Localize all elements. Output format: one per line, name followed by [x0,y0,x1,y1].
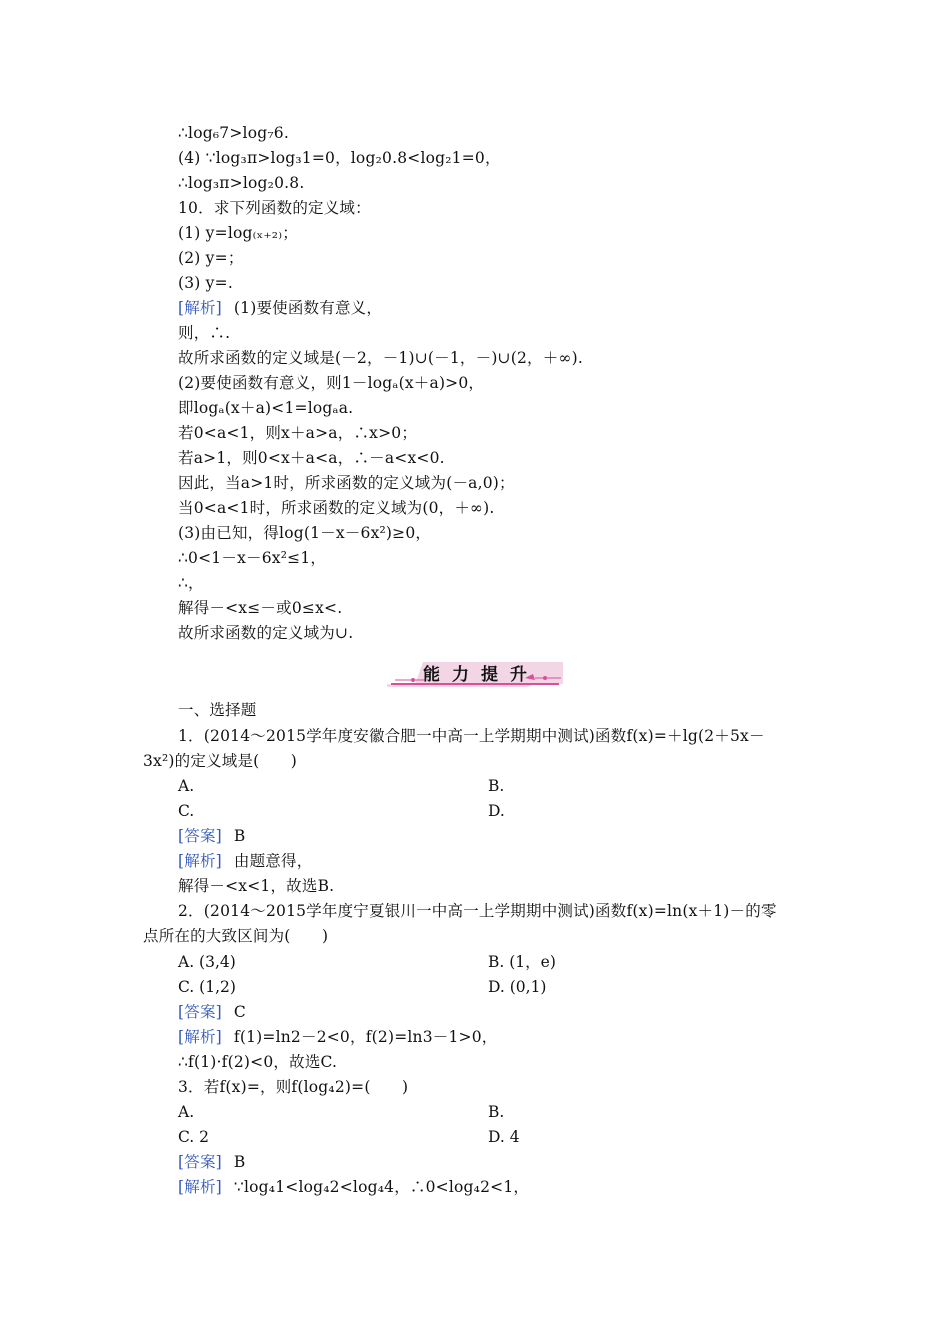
text-line: 因此，当a>1时，所求函数的定义域为(－a,0)； [178,474,515,492]
answer-tag: [答案] [178,827,222,845]
analysis-tag: [解析] [178,1028,222,1046]
q3-option-b: B. [488,1103,505,1121]
q2-stem-line2: 点所在的大致区间为( ) [143,927,329,945]
q2-result: ∴f(1)·f(2)<0，故选C. [178,1053,338,1071]
analysis-line: [解析] (1)要使函数有意义， [178,299,383,317]
text-line: 即logₐ(x＋a)<1=logₐa. [178,399,354,417]
answer-tag: [答案] [178,1153,222,1171]
text-line: (2)要使函数有意义，则1－logₐ(x＋a)>0， [178,374,485,392]
q3-option-a: A. [178,1103,195,1121]
q2-stem-line1: 2．(2014～2015学年度宁夏银川一中高一上学期期中测试)函数f(x)=ln(x＋1)－的零 [178,902,777,920]
q2-analysis: [解析] f(1)=ln2－2<0，f(2)=ln3－1>0， [178,1028,498,1046]
q2-option-a: A. (3,4) [178,953,236,971]
text-line: 解得－<x≤－或0≤x<. [178,599,343,617]
text-line: 故所求函数的定义域是(－2，－1)∪(－1，－)∪(2，＋∞). [178,349,583,367]
text-line: 若0<a<1，则x＋a>a，∴x>0； [178,424,418,442]
q1-answer: [答案] B [178,827,246,845]
question-10-title: 10．求下列函数的定义域： [178,199,371,217]
text-line: ∴log₆7>log₇6. [178,124,289,142]
analysis-tag: [解析] [178,852,222,870]
q1-option-a: A. [178,777,195,795]
q2-option-b: B. (1，e) [488,953,556,971]
q1-option-b: B. [488,777,505,795]
text-line: (2) y=； [178,249,244,267]
text-line: (3)由已知，得log(1－x－6x²)≥0， [178,524,432,542]
q3-answer: [答案] B [178,1153,246,1171]
q1-stem-line2: 3x²)的定义域是( ) [143,752,298,770]
banner-title: 能力提升 [423,665,539,685]
q3-option-d: D. 4 [488,1128,520,1146]
text-line: (1) y=log₍ₓ₊₂₎； [178,224,298,242]
section-title: 一、选择题 [178,701,257,719]
q1-stem-line1: 1．(2014～2015学年度安徽合肥一中高一上学期期中测试)函数f(x)=＋lg(2＋5x－ [178,727,765,745]
analysis-tag: [解析] [178,299,222,317]
section-banner [385,658,565,688]
text-line: (4) ∵log₃π>log₃1=0，log₂0.8<log₂1=0， [178,149,501,167]
q2-answer: [答案] C [178,1003,246,1021]
text-line: ∴log₃π>log₂0.8. [178,174,305,192]
text-line: ∴， [178,574,204,592]
text-line: 当0<a<1时，所求函数的定义域为(0，＋∞). [178,499,495,517]
text-line: 则，∴. [178,324,231,342]
analysis-tag: [解析] [178,1178,222,1196]
answer-tag: [答案] [178,1003,222,1021]
text-line: 故所求函数的定义域为∪. [178,624,354,642]
text-line: 若a>1，则0<x＋a<a，∴－a<x<0. [178,449,445,467]
q1-option-c: C. [178,802,195,820]
q1-analysis: [解析] 由题意得， [178,852,313,870]
q1-option-d: D. [488,802,505,820]
q2-option-c: C. (1,2) [178,978,236,996]
text-line: ∴0<1－x－6x²≤1， [178,549,327,567]
q1-result: 解得－<x<1，故选B. [178,877,335,895]
q3-stem: 3．若f(x)=，则f(log₄2)=( ) [178,1078,409,1096]
q2-option-d: D. (0,1) [488,978,547,996]
q3-analysis: [解析] ∵log₄1<log₄2<log₄4，∴0<log₄2<1， [178,1178,530,1196]
text-line: (3) y=. [178,274,233,292]
q3-option-c: C. 2 [178,1128,210,1146]
